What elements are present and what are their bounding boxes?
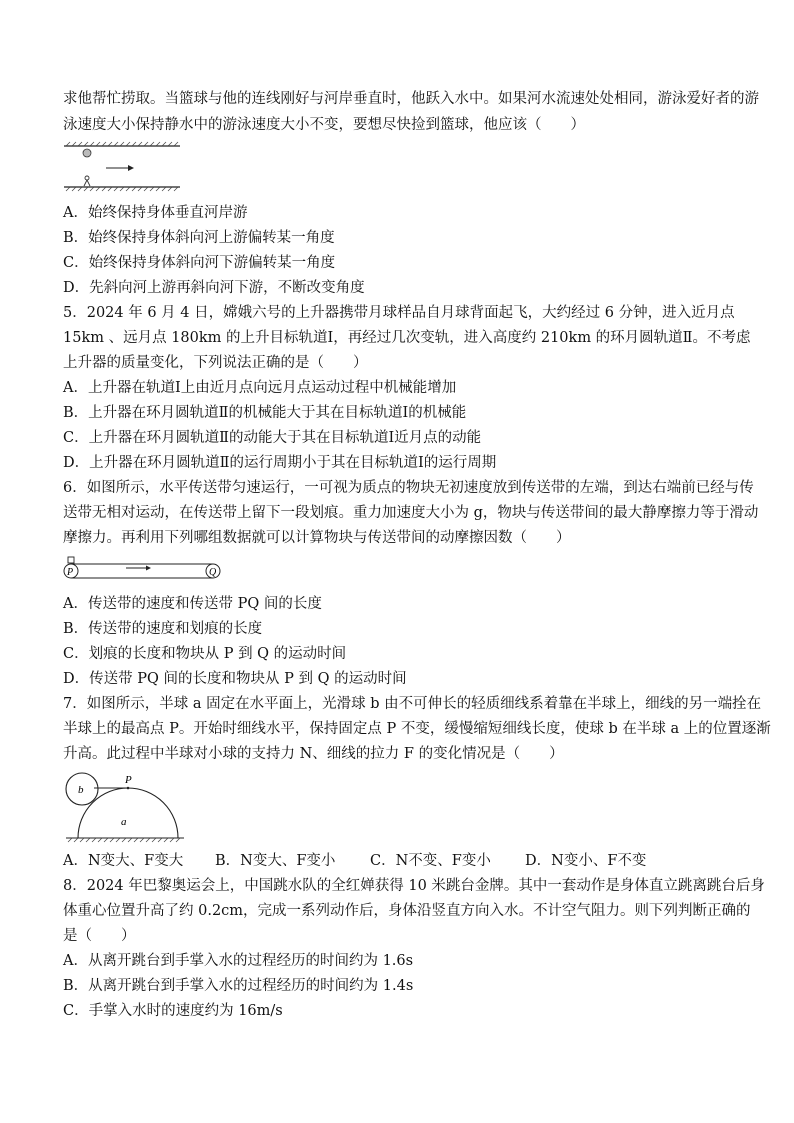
q5-stem-line-3: 上升器的质量变化，下列说法正确的是（ ） xyxy=(63,355,368,371)
q5-option-d[interactable]: D．上升器在环月圆轨道Ⅱ的运行周期小于其在目标轨道Ⅰ的运行周期 xyxy=(63,455,497,471)
point-p xyxy=(127,787,130,790)
q8-option-c[interactable]: C．手掌入水时的速度约为 16m/s xyxy=(63,1003,283,1019)
q7-stem-line-2: 半球上的最高点 P。开始时细线水平，保持固定点 P 不变，缓慢缩短细线长度，使球 b 在半球 a 上的位置逐渐 xyxy=(63,721,771,737)
q8-stem-line-3: 是（ ） xyxy=(63,928,136,944)
q4-stem-line-1: 求他帮忙捞取。当篮球与他的连线刚好与河岸垂直时，他跃入水中。如果河水流速处处相同，游泳爱好者的游 xyxy=(63,91,759,107)
river-figure xyxy=(60,140,190,196)
q6-option-a[interactable]: A．传送带的速度和传送带 PQ 间的长度 xyxy=(63,596,322,612)
label-p: P xyxy=(67,567,74,578)
q6-option-d[interactable]: D．传送带 PQ 间的长度和物块从 P 到 Q 的运动时间 xyxy=(63,671,407,687)
q7-option-c[interactable]: C．N不变、F变小 xyxy=(370,853,491,869)
q7-stem-line-3: 升高。此过程中半球对小球的支持力 N、细线的拉力 F 的变化情况是（ ） xyxy=(63,746,564,762)
q6-stem-line-1: 6．如图所示，水平传送带匀速运行，一可视为质点的物块无初速度放到传送带的左端，到达右端前已经与传 xyxy=(63,480,754,496)
q4-stem-line-2: 泳速度大小保持静水中的游泳速度大小不变，要想尽快捡到篮球，他应该（ ） xyxy=(63,117,585,133)
label-b: b xyxy=(78,784,84,796)
q6-option-b[interactable]: B．传送带的速度和划痕的长度 xyxy=(63,621,263,637)
q5-option-a[interactable]: A．上升器在轨道Ⅰ上由近月点向远月点运动过程中机械能增加 xyxy=(63,380,457,396)
block-icon xyxy=(68,557,74,563)
basketball xyxy=(83,149,91,157)
q4-option-d[interactable]: D．先斜向河上游再斜向河下游，不断改变角度 xyxy=(63,280,365,296)
q6-option-c[interactable]: C．划痕的长度和物块从 P 到 Q 的运动时间 xyxy=(63,646,347,662)
ground-hatch xyxy=(68,838,180,842)
q7-option-d[interactable]: D．N变小、F不变 xyxy=(525,853,647,869)
q7-stem-line-1: 7．如图所示，半球 a 固定在水平面上，光滑球 b 由不可伸长的轻质细线系着靠在半球上，细线的另一端拴在 xyxy=(63,696,762,712)
upper-bank xyxy=(64,142,180,146)
q7-option-b[interactable]: B．N变大、F变小 xyxy=(215,853,336,869)
label-p: P xyxy=(125,774,132,786)
label-q: Q xyxy=(209,567,217,578)
conveyor-belt-figure xyxy=(62,556,224,582)
hemisphere-figure xyxy=(62,770,186,844)
q5-option-c[interactable]: C．上升器在环月圆轨道Ⅱ的动能大于其在目标轨道Ⅰ近月点的动能 xyxy=(63,430,482,446)
q5-stem-line-2: 15km 、远月点 180km 的上升目标轨道Ⅰ，再经过几次变轨，进入高度约 210km 的环月圆轨道Ⅱ。不考虑 xyxy=(63,330,751,346)
label-a: a xyxy=(121,816,127,828)
flow-arrow xyxy=(106,165,134,171)
hemisphere-a xyxy=(78,788,178,838)
q8-option-a[interactable]: A．从离开跳台到手掌入水的过程经历的时间约为 1.6s xyxy=(63,953,414,969)
q5-option-b[interactable]: B．上升器在环月圆轨道Ⅱ的机械能大于其在目标轨道Ⅰ的机械能 xyxy=(63,405,467,421)
q7-option-a[interactable]: A．N变大、F变大 xyxy=(63,853,184,869)
q8-stem-line-1: 8．2024 年巴黎奥运会上，中国跳水队的全红婵获得 10 米跳台金牌。其中一套动作是身体直立跳离跳台后身 xyxy=(63,878,765,894)
q4-option-c[interactable]: C．始终保持身体斜向河下游偏转某一角度 xyxy=(63,255,336,271)
belt-direction-arrow xyxy=(126,566,151,571)
q8-stem-line-2: 体重心位置升高了约 0.2cm，完成一系列动作后，身体沿竖直方向入水。不计空气阻力。则下列判断正确的 xyxy=(63,903,751,919)
swimmer-icon xyxy=(84,176,90,186)
q6-stem-line-2: 送带无相对运动，在传送带上留下一段划痕。重力加速度大小为 g，物块与传送带间的最大静摩擦力等于滑动 xyxy=(63,505,759,521)
q4-option-b[interactable]: B．始终保持身体斜向河上游偏转某一角度 xyxy=(63,230,335,246)
q5-stem-line-1: 5．2024 年 6 月 4 日，嫦娥六号的上升器携带月球样品自月球背面起飞，大约经过 6 分钟，进入近月点 xyxy=(63,305,735,321)
q4-option-a[interactable]: A．始终保持身体垂直河岸游 xyxy=(63,205,248,221)
q7-options-row xyxy=(63,851,646,871)
q6-stem-line-3: 摩擦力。再利用下列哪组数据就可以计算物块与传送带间的动摩擦因数（ ） xyxy=(63,530,571,546)
q8-option-b[interactable]: B．从离开跳台到手掌入水的过程经历的时间约为 1.4s xyxy=(63,978,414,994)
lower-bank xyxy=(64,187,180,191)
